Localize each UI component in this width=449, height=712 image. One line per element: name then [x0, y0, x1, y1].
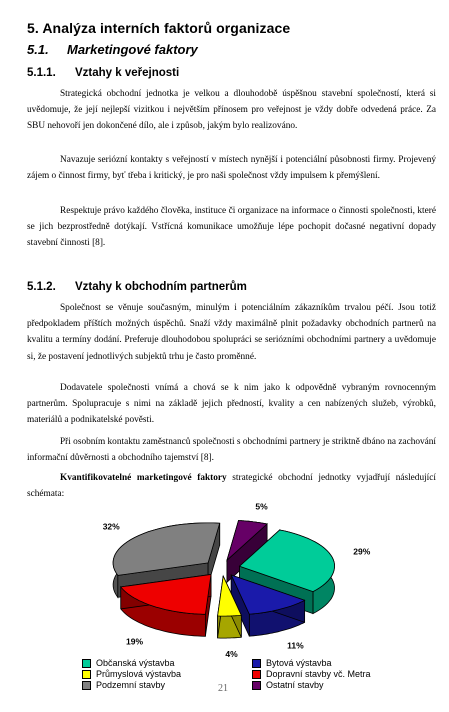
pie-data-label: 29%	[353, 546, 371, 557]
legend-item	[82, 680, 165, 690]
sub1-paragraph-1: Strategická obchodní jednotka je velkou a dlouhodobě úspěšnou stavební společností, která si uvědomuje, že její nejlepší vizitkou i největším přínosem pro veřejnost je vždy dobře odvedená práce. Za SBU nehovoří jen dokončené dílo, ale i způsob, jakým bylo realizováno.	[27, 89, 436, 132]
pie-data-label: 4%	[225, 648, 238, 659]
subsection-title: Marketingové faktory	[67, 42, 198, 57]
legend-swatch	[252, 670, 261, 679]
subsection-number: 5.1.	[27, 42, 49, 57]
legend-swatch	[252, 681, 261, 690]
paragraph-rest: strategické obchodní jednotky vyjadřují následující schémata:	[27, 473, 436, 500]
legend-label: Dopravní stavby vč. Metra	[266, 669, 371, 679]
sub1-number: 5.1.1.	[27, 67, 56, 79]
chart-legend	[82, 658, 412, 702]
pie-data-label: 19%	[125, 636, 144, 647]
sub2-paragraph-1: Společnost se věnuje současným, minulým i potenciálním zákazníkům trvalou péčí. Jsou totiž předpokladem příštích možných úspěchů. Snaží vždy maximálně plnit požadavky obchodních partnerů na kvalitu a termíny dodání. Preferuje dlouhodobou spolupráci se seriózními obchodními partnery a uvědomuje si, že postavení jednotlivých subjektů trhu je často proměnné.	[27, 303, 436, 362]
legend-label: Průmyslová výstavba	[96, 669, 182, 679]
sub2-heading	[27, 281, 247, 293]
pie-data-label: 5%	[255, 501, 268, 512]
section-heading: 5. Analýza interních faktorů organizace	[27, 20, 291, 36]
pie-data-label: 11%	[287, 640, 304, 651]
legend-swatch	[252, 659, 261, 668]
pie-chart	[60, 501, 400, 659]
page-number: 21	[218, 683, 228, 694]
sub1-paragraph-2: Navazuje seriózní kontakty s veřejností v místech nynější i potenciální působnosti firmy. Projevený zájem o činnost firmy, byť třeba i kritický, je pro naši společnost vždy impulsem k přemýšlení.	[27, 155, 436, 182]
legend-item	[82, 658, 175, 668]
legend-item	[252, 658, 332, 668]
legend-item	[82, 669, 181, 679]
legend-item	[252, 669, 371, 679]
subsection-heading	[27, 42, 198, 57]
pie-data-label: 32%	[102, 521, 120, 532]
legend-label: Bytová výstavba	[266, 658, 332, 668]
sub2-paragraph-4	[27, 470, 436, 502]
legend-label: Ostatní stavby	[266, 680, 324, 690]
legend-label: Podzemní stavby	[96, 680, 166, 690]
legend-label: Občanská výstavba	[96, 658, 175, 668]
legend-swatch	[82, 659, 91, 668]
legend-swatch	[82, 681, 91, 690]
legend-item	[252, 680, 324, 690]
sub1-heading	[27, 67, 179, 79]
sub1-title: Vztahy k veřejnosti	[75, 67, 180, 79]
sub1-paragraph-3: Respektuje právo každého člověka, instituce či organizace na informace o činnosti společnosti, které se jich bezprostředně dotýkají. Vstřícná komunikace umožňuje lépe pochopit dočasné negativní dopady stavební činnosti [8].	[27, 206, 436, 249]
sub2-title: Vztahy k obchodním partnerům	[75, 281, 247, 293]
paragraph-bold-lead: Kvantifikovatelné marketingové faktory	[60, 473, 227, 483]
sub2-paragraph-2: Dodavatele společnosti vnímá a chová se k nim jako k odpovědně vybraným rovnocenným partnerům. Spolupracuje s nimi na základě jejich předností, kvality a cen nabízených služeb, výrobků, materiálů a podnikatelské pověsti.	[27, 383, 436, 426]
sub2-paragraph-3: Při osobním kontaktu zaměstnanců společnosti s obchodními partnery je striktně dbáno na zachování informační důvěrnosti a obchodního tajemství [8].	[27, 437, 436, 464]
sub2-number: 5.1.2.	[27, 281, 56, 293]
legend-swatch	[82, 670, 91, 679]
